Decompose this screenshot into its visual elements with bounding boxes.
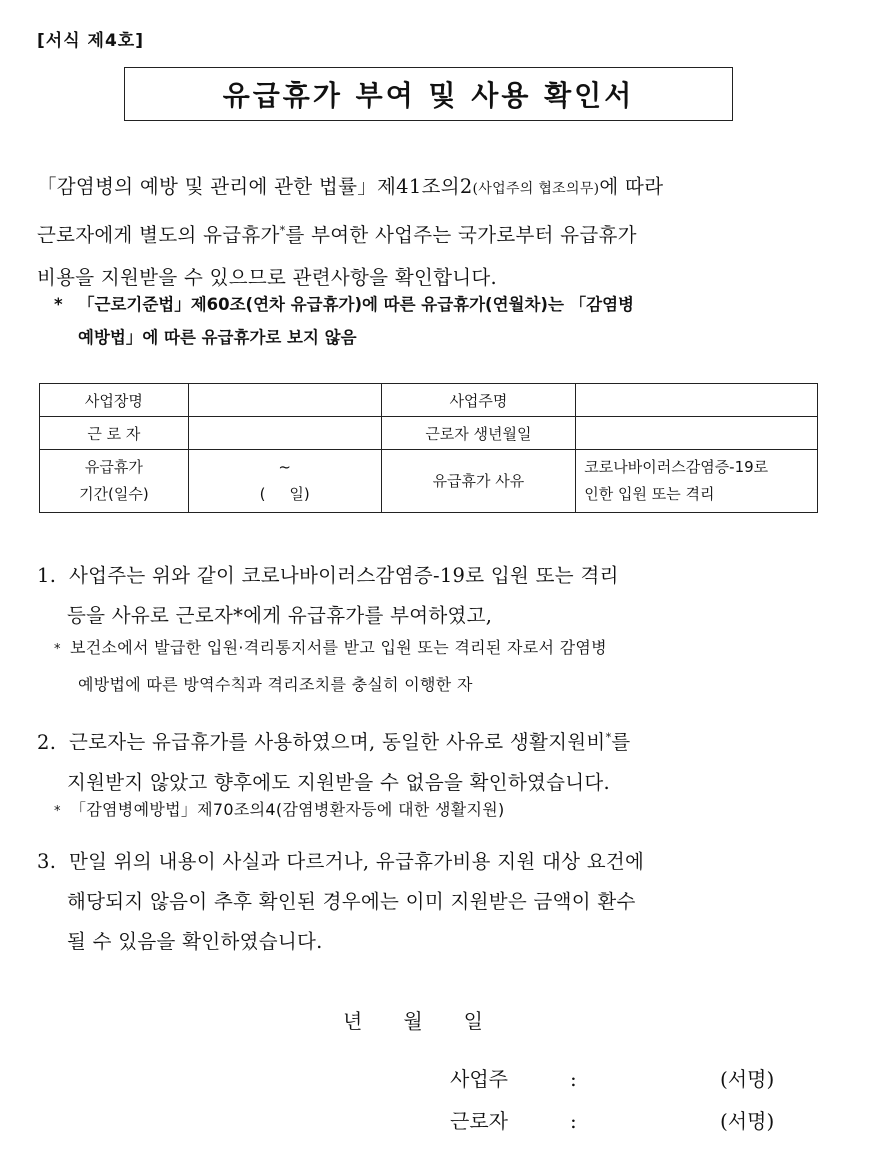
worker-field[interactable] bbox=[188, 417, 381, 450]
period-days: ( 일) bbox=[259, 485, 310, 503]
item-1 bbox=[37, 556, 837, 636]
intro-paragraph bbox=[37, 166, 837, 299]
document-title-box bbox=[124, 67, 733, 121]
note-line-2: 예방법」에 따른 유급휴가로 보지 않음 bbox=[78, 328, 357, 347]
workplace-label: 사업장명 bbox=[40, 384, 189, 417]
item-2-line-1b: 를 bbox=[611, 730, 631, 754]
worker-signature-line bbox=[450, 1105, 810, 1134]
item-2-footnote-line-1: 「감염병예방법」제70조의4(감염병환자등에 대한 생활지원) bbox=[70, 800, 505, 819]
intro-line-2 bbox=[37, 210, 837, 257]
period-range: ~ bbox=[278, 458, 291, 476]
document-title: 유급휴가 부여 및 사용 확인서 bbox=[222, 79, 635, 112]
reason-value bbox=[576, 450, 818, 513]
intro-line-3: 비용을 지원받을 수 있으므로 관련사항을 확인합니다. bbox=[37, 265, 498, 289]
note-star: * bbox=[54, 295, 63, 314]
item-2-footnote bbox=[54, 792, 834, 829]
date-year: 년 bbox=[343, 1009, 364, 1033]
item-3-number: 3. bbox=[37, 850, 57, 873]
intro-part2: 에 따라 bbox=[599, 175, 664, 198]
birthdate-label: 근로자 생년월일 bbox=[381, 417, 576, 450]
date-line bbox=[343, 1005, 524, 1034]
date-day: 일 bbox=[463, 1009, 484, 1033]
item-1-footnote-line-1: 보건소에서 발급한 입원·격리통지서를 받고 입원 또는 격리된 자로서 감염병 bbox=[70, 638, 607, 657]
item-1-number: 1. bbox=[37, 564, 57, 587]
intro-law-reference: 「감염병의 예방 및 관리에 관한 법률」제41조의2 bbox=[37, 175, 473, 198]
worker-signature-colon: : bbox=[570, 1109, 577, 1133]
intro-line2b: 를 부여한 사업주는 국가로부터 유급휴가 bbox=[285, 223, 637, 247]
reason-label: 유급휴가 사유 bbox=[381, 450, 576, 513]
item-1-footnote-star: * bbox=[54, 642, 61, 657]
reason-value-line-1: 코로나바이러스감염증-19로 bbox=[584, 458, 769, 476]
period-label bbox=[40, 450, 189, 513]
item-3-line-1: 만일 위의 내용이 사실과 다르거나, 유급휴가비용 지원 대상 요건에 bbox=[69, 850, 645, 873]
birthdate-field[interactable] bbox=[576, 417, 818, 450]
item-2-number: 2. bbox=[37, 730, 57, 754]
form-label: [서식 제4호] bbox=[37, 31, 144, 51]
employer-signature-colon: : bbox=[570, 1067, 577, 1091]
worker-signature-field[interactable]: (서명) bbox=[720, 1109, 775, 1133]
intro-footnote-mark: * bbox=[279, 224, 286, 237]
item-3-line-2: 해당되지 않음이 추후 확인된 경우에는 이미 지원받은 금액이 환수 bbox=[67, 890, 636, 913]
date-month: 월 bbox=[403, 1009, 424, 1033]
item-1-line-1: 사업주는 위와 같이 코로나바이러스감염증-19로 입원 또는 격리 bbox=[69, 564, 619, 587]
intro-paren: (사업주의 협조의무) bbox=[472, 181, 600, 197]
note-line-1: 「근로기준법」제60조(연차 유급휴가)에 따른 유급휴가(연월차)는 「감염병 bbox=[78, 295, 634, 314]
info-table bbox=[39, 383, 818, 513]
employer-signature-field[interactable]: (서명) bbox=[720, 1067, 775, 1091]
intro-line-1 bbox=[37, 166, 837, 210]
item-2-line-1a: 근로자는 유급휴가를 사용하였으며, 동일한 사유로 생활지원비 bbox=[69, 730, 606, 754]
item-2-footnote-mark: * bbox=[605, 731, 612, 744]
item-2-footnote-star: * bbox=[54, 804, 61, 819]
worker-signature-role: 근로자 bbox=[450, 1109, 508, 1133]
note-block bbox=[54, 288, 834, 354]
item-1-footnote bbox=[54, 630, 834, 702]
item-2 bbox=[37, 718, 837, 803]
item-2-line-2: 지원받지 않았고 향후에도 지원받을 수 없음을 확인하였습니다. bbox=[67, 770, 611, 794]
item-3-line-3: 될 수 있음을 확인하였습니다. bbox=[67, 930, 323, 953]
period-label-line-1: 유급휴가 bbox=[84, 458, 143, 476]
employer-signature-role: 사업주 bbox=[450, 1067, 508, 1091]
item-1-footnote-line-2: 예방법에 따른 방역수칙과 격리조치를 충실히 이행한 자 bbox=[78, 675, 473, 694]
employer-label: 사업주명 bbox=[381, 384, 576, 417]
intro-line2a: 근로자에게 별도의 유급휴가 bbox=[37, 223, 280, 247]
period-field[interactable] bbox=[188, 450, 381, 513]
employer-signature-line bbox=[450, 1063, 810, 1092]
item-3 bbox=[37, 842, 837, 962]
item-1-line-2: 등을 사유로 근로자*에게 유급휴가를 부여하였고, bbox=[67, 604, 493, 627]
employer-field[interactable] bbox=[576, 384, 818, 417]
reason-value-line-2: 인한 입원 또는 격리 bbox=[584, 485, 715, 503]
period-label-line-2: 기간(일수) bbox=[79, 485, 149, 503]
workplace-field[interactable] bbox=[188, 384, 381, 417]
worker-label: 근 로 자 bbox=[40, 417, 189, 450]
